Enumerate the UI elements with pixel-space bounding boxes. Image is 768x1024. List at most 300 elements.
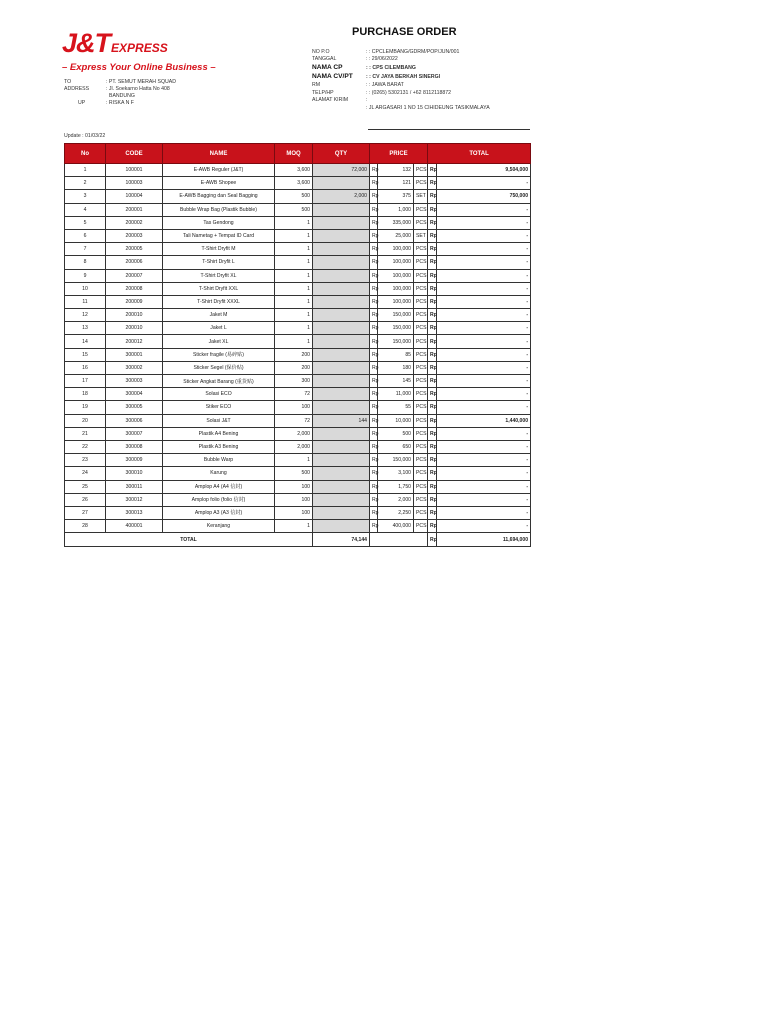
cell-name: T-Shirt Dryfit XL: [163, 269, 275, 282]
cell-name: Sticker Angkat Barang (重货贴): [163, 375, 275, 388]
cell-qty: [313, 388, 370, 401]
cell-price: 150,000: [378, 454, 414, 467]
cell-name: Stiker ECO: [163, 401, 275, 414]
cell-total: -: [437, 493, 531, 506]
cell-code: 400001: [106, 520, 163, 533]
cell-moq: 100: [275, 480, 313, 493]
cell-qty: [313, 335, 370, 348]
cell-total-currency: Rp: [428, 177, 437, 190]
table-row: [65, 361, 531, 374]
cell-price: 121: [378, 177, 414, 190]
cell-name: Tas Gendong: [163, 216, 275, 229]
cell-total: 9,504,000: [437, 164, 531, 177]
cell-price-currency: Rp: [370, 414, 378, 427]
cell-name: E-AWB Shopee: [163, 177, 275, 190]
cell-unit: PCS: [414, 375, 428, 388]
cell-total: -: [437, 216, 531, 229]
cell-code: 100003: [106, 177, 163, 190]
table-row: [65, 282, 531, 295]
cell-code: 300006: [106, 414, 163, 427]
cell-qty: [313, 506, 370, 519]
cell-unit: PCS: [414, 401, 428, 414]
cell-total: -: [437, 177, 531, 190]
cell-code: 100001: [106, 164, 163, 177]
cell-total-currency: Rp: [428, 322, 437, 335]
cell-price: 1,000: [378, 203, 414, 216]
cell-price: 375: [378, 190, 414, 203]
cell-qty: [313, 454, 370, 467]
cell-qty: 144: [313, 414, 370, 427]
cell-name: Jaket XL: [163, 335, 275, 348]
cell-name: Solasi ECO: [163, 388, 275, 401]
cell-total-currency: Rp: [428, 164, 437, 177]
cell-unit: PCS: [414, 427, 428, 440]
cell-name: E-AWB Bagging dan Seal Bagging: [163, 190, 275, 203]
cell-total: 750,000: [437, 190, 531, 203]
cell-moq: 1: [275, 256, 313, 269]
cell-total: -: [437, 388, 531, 401]
cell-no: 18: [65, 388, 106, 401]
cell-qty: [313, 177, 370, 190]
cell-price-currency: Rp: [370, 467, 378, 480]
table-body: [65, 164, 531, 533]
cell-price-currency: Rp: [370, 243, 378, 256]
cell-unit: PCS: [414, 361, 428, 374]
cell-total: -: [437, 427, 531, 440]
table-row: [65, 203, 531, 216]
cell-price: 11,000: [378, 388, 414, 401]
cell-no: 9: [65, 269, 106, 282]
cell-price: 100,000: [378, 256, 414, 269]
cell-price-currency: Rp: [370, 190, 378, 203]
cell-no: 21: [65, 427, 106, 440]
cell-code: 300011: [106, 480, 163, 493]
address-row: ADDRESS : Jl. Soekarno Hatta No 408: [64, 85, 170, 92]
to-row: TO : PT. SEMUT MERAH SQUAD: [64, 78, 176, 85]
header-price: PRICE: [370, 144, 428, 164]
cell-no: 15: [65, 348, 106, 361]
cell-total: -: [437, 480, 531, 493]
cell-unit: PCS: [414, 348, 428, 361]
cell-no: 23: [65, 454, 106, 467]
cell-total-currency: Rp: [428, 361, 437, 374]
cell-total-currency: Rp: [428, 229, 437, 242]
update-date: Update : 01/03/22: [64, 133, 106, 139]
cell-code: 200006: [106, 256, 163, 269]
cell-no: 11: [65, 295, 106, 308]
cell-code: 200005: [106, 243, 163, 256]
cell-moq: 500: [275, 467, 313, 480]
table-row: [65, 335, 531, 348]
cell-total-currency: Rp: [428, 375, 437, 388]
cell-name: T-Shirt Dryfit M: [163, 243, 275, 256]
cell-total: -: [437, 506, 531, 519]
cell-unit: PCS: [414, 440, 428, 453]
total-label: TOTAL: [65, 533, 313, 547]
cell-moq: 1: [275, 335, 313, 348]
cell-moq: 200: [275, 361, 313, 374]
cell-price-currency: Rp: [370, 309, 378, 322]
cell-total: -: [437, 335, 531, 348]
cell-code: 300005: [106, 401, 163, 414]
cell-total-currency: Rp: [428, 427, 437, 440]
cell-total-currency: Rp: [428, 269, 437, 282]
meta-nama-cvpt: NAMA CV/PT : : CV JAYA BERKAH SINERGI: [312, 73, 441, 81]
table-row: [65, 269, 531, 282]
cell-no: 10: [65, 282, 106, 295]
cell-name: Jaket L: [163, 322, 275, 335]
table-row: [65, 348, 531, 361]
cell-unit: PCS: [414, 256, 428, 269]
cell-total: -: [437, 269, 531, 282]
table-row: [65, 388, 531, 401]
cell-moq: 500: [275, 203, 313, 216]
up-row: UP : RISKA N F: [78, 99, 134, 106]
table-total-row: [65, 533, 531, 547]
cell-total: -: [437, 348, 531, 361]
cell-moq: 1: [275, 243, 313, 256]
cell-code: 200012: [106, 335, 163, 348]
cell-price-currency: Rp: [370, 269, 378, 282]
cell-name: Amplop A3 (A3 信封): [163, 506, 275, 519]
cell-name: Amplop folio (folio 信封): [163, 493, 275, 506]
cell-no: 13: [65, 322, 106, 335]
cell-moq: 1: [275, 295, 313, 308]
cell-no: 27: [65, 506, 106, 519]
cell-code: 300012: [106, 493, 163, 506]
cell-total: -: [437, 309, 531, 322]
cell-qty: [313, 480, 370, 493]
cell-unit: PCS: [414, 203, 428, 216]
cell-moq: 2,000: [275, 427, 313, 440]
cell-total-currency: Rp: [428, 480, 437, 493]
cell-qty: 72,000: [313, 164, 370, 177]
table-row: [65, 480, 531, 493]
cell-total-currency: Rp: [428, 243, 437, 256]
meta-alamat-value: : JL ARGASARI 1 NO 15 CIHIDEUNG TASIKMALAYA: [366, 104, 490, 111]
cell-price-currency: Rp: [370, 164, 378, 177]
cell-qty: [313, 361, 370, 374]
cell-total-currency: Rp: [428, 414, 437, 427]
cell-price-currency: Rp: [370, 454, 378, 467]
meta-no-po: NO P.O : : CPCLEMBANG/GDRM/POP/JUN/001: [312, 48, 460, 55]
jnt-logo: [62, 28, 216, 73]
cell-qty: [313, 295, 370, 308]
table-row: [65, 177, 531, 190]
cell-total: -: [437, 401, 531, 414]
cell-no: 17: [65, 375, 106, 388]
cell-price: 650: [378, 440, 414, 453]
table-header-row: [65, 144, 531, 164]
meta-tanggal: TANGGAL : : 29/06/2022: [312, 56, 398, 63]
cell-qty: [313, 493, 370, 506]
cell-price: 100,000: [378, 295, 414, 308]
cell-name: Bubble Warp: [163, 454, 275, 467]
cell-price: 400,000: [378, 520, 414, 533]
cell-price-currency: Rp: [370, 322, 378, 335]
cell-total-currency: Rp: [428, 282, 437, 295]
cell-price: 25,000: [378, 229, 414, 242]
cell-price: 150,000: [378, 322, 414, 335]
cell-name: Tali Nametag + Tempat ID Card: [163, 229, 275, 242]
cell-code: 300001: [106, 348, 163, 361]
cell-total-currency: Rp: [428, 190, 437, 203]
cell-no: 25: [65, 480, 106, 493]
cell-price-currency: Rp: [370, 427, 378, 440]
cell-name: Sticker Segel (保价贴): [163, 361, 275, 374]
cell-qty: [313, 243, 370, 256]
cell-price-currency: Rp: [370, 177, 378, 190]
cell-code: 300002: [106, 361, 163, 374]
cell-price: 3,100: [378, 467, 414, 480]
table-row: [65, 229, 531, 242]
cell-no: 5: [65, 216, 106, 229]
cell-moq: 3,600: [275, 177, 313, 190]
cell-total-currency: Rp: [428, 454, 437, 467]
cell-qty: [313, 520, 370, 533]
cell-moq: 1: [275, 454, 313, 467]
cell-price-currency: Rp: [370, 480, 378, 493]
table-row: [65, 493, 531, 506]
cell-unit: PCS: [414, 388, 428, 401]
cell-code: 300009: [106, 454, 163, 467]
cell-qty: [313, 256, 370, 269]
cell-qty: [313, 348, 370, 361]
cell-price-currency: Rp: [370, 256, 378, 269]
cell-total-currency: Rp: [428, 493, 437, 506]
cell-price-currency: Rp: [370, 295, 378, 308]
cell-price: 335,000: [378, 216, 414, 229]
cell-price: 1,750: [378, 480, 414, 493]
cell-price-currency: Rp: [370, 440, 378, 453]
header-name: NAME: [163, 144, 275, 164]
cell-total-currency: Rp: [428, 401, 437, 414]
cell-name: Plastik A4 Bening: [163, 427, 275, 440]
cell-name: Bubble Wrap Bag (Plastik Bubble): [163, 203, 275, 216]
cell-qty: [313, 309, 370, 322]
cell-total: -: [437, 375, 531, 388]
cell-name: T-Shirt Dryfit L: [163, 256, 275, 269]
cell-total-currency: Rp: [428, 348, 437, 361]
cell-total-currency: Rp: [428, 309, 437, 322]
cell-code: 200010: [106, 322, 163, 335]
cell-unit: PCS: [414, 295, 428, 308]
cell-code: 300013: [106, 506, 163, 519]
cell-no: 14: [65, 335, 106, 348]
cell-unit: PCS: [414, 467, 428, 480]
cell-name: Solasi J&T: [163, 414, 275, 427]
cell-unit: PCS: [414, 322, 428, 335]
cell-total: -: [437, 282, 531, 295]
cell-qty: [313, 203, 370, 216]
page-title: PURCHASE ORDER: [352, 26, 457, 38]
order-meta: [312, 48, 490, 112]
cell-total: -: [437, 243, 531, 256]
cell-qty: [313, 375, 370, 388]
cell-total: -: [437, 256, 531, 269]
cell-no: 28: [65, 520, 106, 533]
cell-qty: [313, 427, 370, 440]
cell-moq: 1: [275, 216, 313, 229]
cell-no: 20: [65, 414, 106, 427]
cell-moq: 1: [275, 520, 313, 533]
cell-no: 8: [65, 256, 106, 269]
cell-qty: [313, 440, 370, 453]
cell-unit: PCS: [414, 164, 428, 177]
cell-price-currency: Rp: [370, 388, 378, 401]
cell-code: 200009: [106, 295, 163, 308]
cell-unit: PCS: [414, 269, 428, 282]
cell-moq: 200: [275, 348, 313, 361]
cell-code: 200002: [106, 216, 163, 229]
cell-price-currency: Rp: [370, 375, 378, 388]
cell-code: 100004: [106, 190, 163, 203]
cell-total-currency: Rp: [428, 216, 437, 229]
header-qty: QTY: [313, 144, 370, 164]
cell-total: -: [437, 440, 531, 453]
cell-no: 7: [65, 243, 106, 256]
cell-moq: 1: [275, 282, 313, 295]
meta-nama-cp: NAMA CP : : CPS CILEMBANG: [312, 64, 416, 72]
table-row: [65, 414, 531, 427]
cell-qty: [313, 322, 370, 335]
cell-total-currency: Rp: [428, 506, 437, 519]
meta-rm: RM : : JAWA BARAT: [312, 81, 404, 88]
cell-moq: 2,000: [275, 440, 313, 453]
cell-price: 100,000: [378, 243, 414, 256]
cell-qty: [313, 401, 370, 414]
cell-no: 24: [65, 467, 106, 480]
cell-code: 200008: [106, 282, 163, 295]
cell-price: 100,000: [378, 269, 414, 282]
cell-no: 22: [65, 440, 106, 453]
cell-unit: PCS: [414, 480, 428, 493]
cell-qty: [313, 269, 370, 282]
address-city-row: BANDUNG: [109, 92, 135, 99]
recipient-block: [64, 78, 176, 106]
table-row: [65, 243, 531, 256]
cell-total: 1,440,000: [437, 414, 531, 427]
cell-moq: 100: [275, 493, 313, 506]
cell-total-currency: Rp: [428, 295, 437, 308]
cell-total: -: [437, 203, 531, 216]
cell-price-currency: Rp: [370, 335, 378, 348]
table-row: [65, 375, 531, 388]
cell-price-currency: Rp: [370, 282, 378, 295]
logo-tagline: – Express Your Online Business –: [62, 62, 216, 73]
cell-price: 85: [378, 348, 414, 361]
cell-price-currency: Rp: [370, 216, 378, 229]
cell-name: T-Shirt Dryfit XXXL: [163, 295, 275, 308]
cell-unit: PCS: [414, 282, 428, 295]
cell-code: 300004: [106, 388, 163, 401]
cell-no: 16: [65, 361, 106, 374]
cell-unit: SET: [414, 190, 428, 203]
cell-price: 2,000: [378, 493, 414, 506]
cell-code: 300008: [106, 440, 163, 453]
table-row: [65, 295, 531, 308]
cell-moq: 1: [275, 322, 313, 335]
purchase-order-table: [64, 143, 531, 547]
cell-price-currency: Rp: [370, 401, 378, 414]
logo-wordmark: J&TEXPRESS: [62, 28, 168, 58]
cell-unit: PCS: [414, 243, 428, 256]
cell-moq: 300: [275, 375, 313, 388]
cell-name: Karung: [163, 467, 275, 480]
cell-code: 300007: [106, 427, 163, 440]
cell-price: 100,000: [378, 282, 414, 295]
cell-total-currency: Rp: [428, 388, 437, 401]
cell-qty: [313, 467, 370, 480]
cell-no: 1: [65, 164, 106, 177]
cell-total: -: [437, 322, 531, 335]
cell-total-currency: Rp: [428, 203, 437, 216]
table-row: [65, 401, 531, 414]
cell-total: -: [437, 520, 531, 533]
cell-price: 150,000: [378, 335, 414, 348]
cell-price: 132: [378, 164, 414, 177]
cell-price: 150,000: [378, 309, 414, 322]
cell-qty: [313, 229, 370, 242]
cell-total-currency: Rp: [428, 256, 437, 269]
cell-unit: PCS: [414, 177, 428, 190]
cell-price: 500: [378, 427, 414, 440]
cell-unit: PCS: [414, 335, 428, 348]
grand-total: 11,694,000: [437, 533, 531, 547]
table-row: [65, 216, 531, 229]
table-row: [65, 440, 531, 453]
cell-name: T-Shirt Dryfit XXL: [163, 282, 275, 295]
cell-moq: 1: [275, 229, 313, 242]
cell-moq: 72: [275, 414, 313, 427]
cell-name: Jaket M: [163, 309, 275, 322]
table-row: [65, 467, 531, 480]
cell-qty: 2,000: [313, 190, 370, 203]
cell-total: -: [437, 229, 531, 242]
cell-total: -: [437, 467, 531, 480]
cell-unit: PCS: [414, 414, 428, 427]
header-total: TOTAL: [428, 144, 531, 164]
cell-price: 2,250: [378, 506, 414, 519]
cell-moq: 100: [275, 401, 313, 414]
cell-name: Plastik A3 Bening: [163, 440, 275, 453]
total-currency: Rp: [428, 533, 437, 547]
cell-moq: 500: [275, 190, 313, 203]
cell-no: 26: [65, 493, 106, 506]
cell-moq: 1: [275, 309, 313, 322]
cell-price-currency: Rp: [370, 493, 378, 506]
address-underline: [368, 129, 530, 130]
cell-total-currency: Rp: [428, 440, 437, 453]
cell-qty: [313, 282, 370, 295]
table-row: [65, 427, 531, 440]
table-row: [65, 190, 531, 203]
cell-no: 3: [65, 190, 106, 203]
cell-price: 55: [378, 401, 414, 414]
cell-no: 19: [65, 401, 106, 414]
meta-alamat: ALAMAT KIRIM :: [312, 97, 368, 104]
cell-no: 12: [65, 309, 106, 322]
cell-price: 10,000: [378, 414, 414, 427]
header-code: CODE: [106, 144, 163, 164]
cell-name: Amplop A4 (A4 信封): [163, 480, 275, 493]
table-row: [65, 309, 531, 322]
cell-unit: PCS: [414, 309, 428, 322]
header-no: No: [65, 144, 106, 164]
cell-total: -: [437, 295, 531, 308]
cell-no: 2: [65, 177, 106, 190]
cell-unit: SET: [414, 229, 428, 242]
